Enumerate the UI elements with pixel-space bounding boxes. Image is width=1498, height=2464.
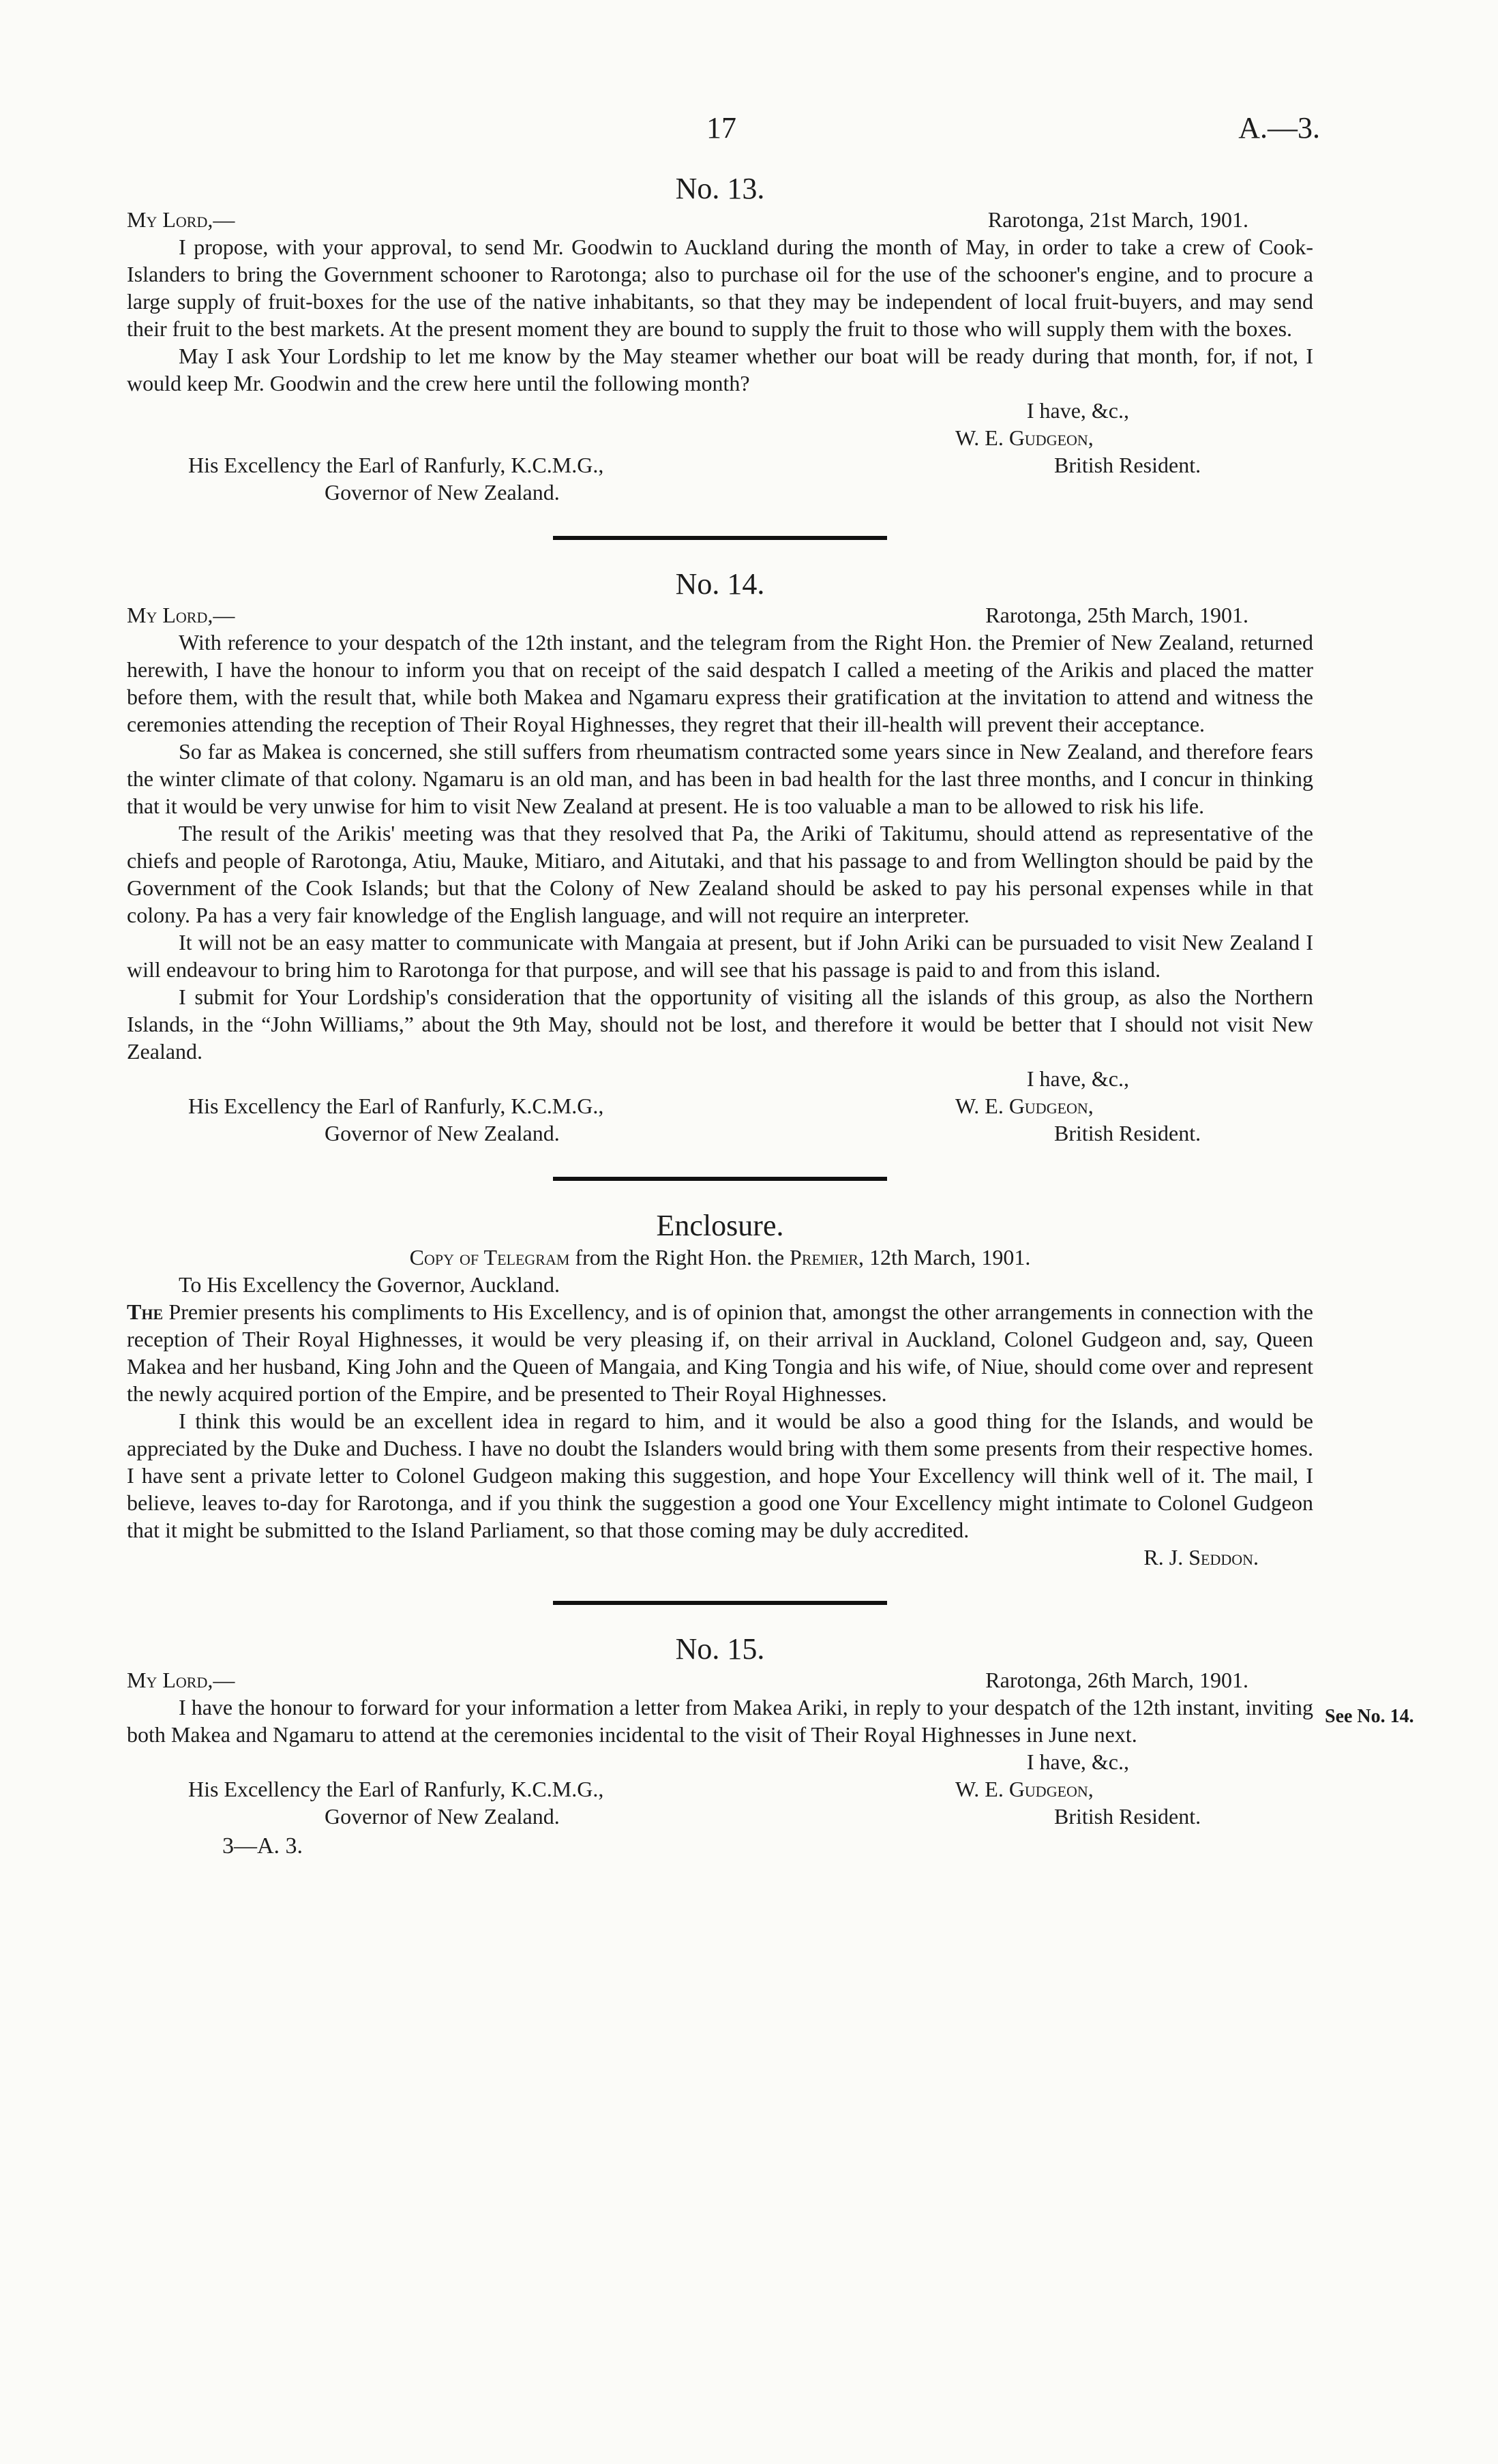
caption-from: from the Right Hon. the bbox=[575, 1245, 785, 1269]
paragraph: With reference to your despatch of the 12th instant, and the telegram from the Right Hon. the Premier of New Zealand, returned herewith, I have the honour to inform you that on receipt of the said despatch I called a meeting of the Arikis and placed the matter before them, with the result that, while both Makea and Ngamaru express their gratification at the invitation to attend and witness the ceremonies attending the reception of Their Royal Highnesses, they regret that their ill-health will prevent their acceptance. bbox=[127, 630, 1313, 736]
letter-15 bbox=[127, 1632, 1414, 1860]
addressee-line bbox=[127, 451, 1313, 479]
signer: W. E. Gudgeon, bbox=[955, 425, 1094, 450]
salutation: My Lord,— bbox=[127, 603, 235, 627]
section-divider bbox=[553, 1601, 887, 1605]
addressee-title: Governor of New Zealand. bbox=[325, 1804, 560, 1829]
addressee-title: Governor of New Zealand. bbox=[325, 480, 560, 505]
margin-note: See No. 14. bbox=[1325, 1706, 1414, 1727]
paragraph: So far as Makea is concerned, she still suffers from rheumatism contracted some years since in New Zealand, and therefore fears the winter climate of that colony. Ngamaru is an old man, and has been in bad health for the last three months, and I concur in thinking that it would be very unwise for him to visit New Zealand at present. He is too valuable a man to be allowed to risk his life. bbox=[127, 739, 1313, 818]
signature-line bbox=[127, 1775, 1313, 1803]
telegram-recipient: To His Excellency the Governor, Auckland. bbox=[179, 1272, 560, 1297]
page-header bbox=[127, 111, 1320, 162]
addressee: His Excellency the Earl of Ranfurly, K.C.M.G., bbox=[188, 453, 604, 477]
document-page bbox=[127, 111, 1414, 1860]
addressee: His Excellency the Earl of Ranfurly, K.C.M.G., bbox=[188, 1777, 604, 1801]
addressee-title-line bbox=[127, 1803, 1313, 1830]
addressee-title: Governor of New Zealand. bbox=[325, 1121, 560, 1145]
enclosure-heading: Enclosure. bbox=[656, 1209, 784, 1242]
signer-title: British Resident. bbox=[1054, 1121, 1201, 1145]
letter-14 bbox=[127, 567, 1313, 1147]
signer: W. E. Gudgeon, bbox=[955, 1094, 1094, 1118]
addressee-title-line bbox=[127, 1120, 1313, 1147]
paragraph: I have the honour to forward for your information a letter from Makea Ariki, in reply to your despatch of the 12th instant, inviting both Makea and Ngamaru to attend at the ceremonies incidental to the visit of Their Royal Highnesses in June next. bbox=[127, 1695, 1313, 1747]
page-number: 17 bbox=[706, 111, 736, 145]
letter-number: No. 14. bbox=[675, 567, 765, 601]
signer-title: British Resident. bbox=[1054, 453, 1201, 477]
signature-mark: 3—A. 3. bbox=[222, 1833, 303, 1859]
signer-title: British Resident. bbox=[1054, 1804, 1201, 1829]
section-divider bbox=[553, 536, 887, 540]
signature-line bbox=[127, 424, 1313, 451]
section-divider bbox=[553, 1177, 887, 1181]
paragraph: It will not be an easy matter to communicate with Mangaia at present, but if John Ariki can be pursuaded to visit New Zealand I will endeavour to bring him to Rarotonga for that purpose, and will see that his passage is paid to and from this island. bbox=[127, 930, 1313, 982]
paper-reference: A.—3. bbox=[1238, 111, 1320, 145]
addressee: His Excellency the Earl of Ranfurly, K.C.M.G., bbox=[188, 1094, 604, 1118]
closing: I have, &c., bbox=[1026, 398, 1129, 423]
closing: I have, &c., bbox=[1026, 1749, 1129, 1774]
signature-line bbox=[127, 1092, 1313, 1120]
signer: R. J. Seddon. bbox=[1143, 1545, 1259, 1569]
telegram-signer bbox=[127, 1544, 1313, 1571]
salutation-line bbox=[127, 206, 1313, 233]
dateline: Rarotonga, 26th March, 1901. bbox=[985, 1668, 1248, 1692]
salutation: My Lord,— bbox=[127, 207, 235, 232]
salutation-line bbox=[127, 601, 1313, 629]
enclosure-caption bbox=[127, 1244, 1313, 1271]
paragraph bbox=[127, 1298, 1313, 1407]
addressee-title-line bbox=[127, 479, 1313, 506]
dateline: Rarotonga, 21st March, 1901. bbox=[987, 207, 1248, 232]
paragraph: I propose, with your approval, to send Mr. Goodwin to Auckland during the month of May, in order to take a crew of Cook-Islanders to bring the Government schooner to Rarotonga; also to purchase oil for the use of the schooner's engine, and to procure a large supply of fruit-boxes for the use of the native inhabitants, so that they may be independent of local fruit-buyers, and may send their fruit to the best markets. At the present moment they are bound to supply the fruit to those who will supply them with the boxes. bbox=[127, 235, 1313, 341]
letter-13 bbox=[127, 172, 1313, 506]
letter-number: No. 15. bbox=[675, 1632, 765, 1666]
salutation: My Lord,— bbox=[127, 1668, 235, 1692]
caption-date: , 12th March, 1901. bbox=[858, 1245, 1031, 1269]
paragraph: May I ask Your Lordship to let me know by the May steamer whether our boat will be ready during that month, for, if not, I would keep Mr. Goodwin and the crew here until the following month? bbox=[127, 344, 1313, 395]
lead-word: The bbox=[127, 1299, 164, 1324]
paragraph: The result of the Arikis' meeting was that they resolved that Pa, the Ariki of Takitumu, should attend as representative of the chiefs and people of Rarotonga, Atiu, Mauke, Mitiaro, and Aitutaki, and that his passage to and from Wellington should be paid by the Government of the Cook Islands; but that the Colony of New Zealand should be asked to pay his personal expenses while in that colony. Pa has a very fair knowledge of the English language, and will not require an interpreter. bbox=[127, 821, 1313, 927]
letter-number: No. 13. bbox=[675, 172, 765, 205]
paragraph: I think this would be an excellent idea in regard to him, and it would be also a good thing for the Islands, and would be appreciated by the Duke and Duchess. I have no doubt the Islanders would bring with them some presents from their respective homes. I have sent a private letter to Colonel Gudgeon making this suggestion, and hope Your Excellency will think well of it. The mail, I believe, leaves to-day for Rarotonga, and if you think the suggestion a good one Your Excellency might intimate to Colonel Gudgeon that it might be submitted to the Island Parliament, so that those coming may be duly accredited. bbox=[127, 1409, 1313, 1542]
enclosure bbox=[127, 1208, 1313, 1571]
caption-copy-of-telegram: Copy of Telegram bbox=[409, 1245, 570, 1269]
caption-premier: Premier bbox=[790, 1245, 858, 1269]
dateline: Rarotonga, 25th March, 1901. bbox=[985, 603, 1248, 627]
signer: W. E. Gudgeon, bbox=[955, 1777, 1094, 1801]
closing: I have, &c., bbox=[1026, 1066, 1129, 1091]
salutation-line bbox=[127, 1666, 1313, 1694]
paragraph: I submit for Your Lordship's consideration that the opportunity of visiting all the islands of this group, as also the Northern Islands, in the “John Williams,” about the 9th May, should not be lost, and therefore it would be better that I should not visit New Zealand. bbox=[127, 985, 1313, 1064]
paragraph-text: Premier presents his compliments to His Excellency, and is of opinion that, amongst the other arrangements in connection with the reception of Their Royal Highnesses, it would be very pleasing if, on their arrival in Auckland, Colonel Gudgeon and, say, Queen Makea and her husband, King John and the Queen of Mangaia, and King Tongia and his wife, of Niue, should come over and represent the newly acquired portion of the Empire, and be presented to Their Royal Highnesses. bbox=[127, 1299, 1313, 1406]
